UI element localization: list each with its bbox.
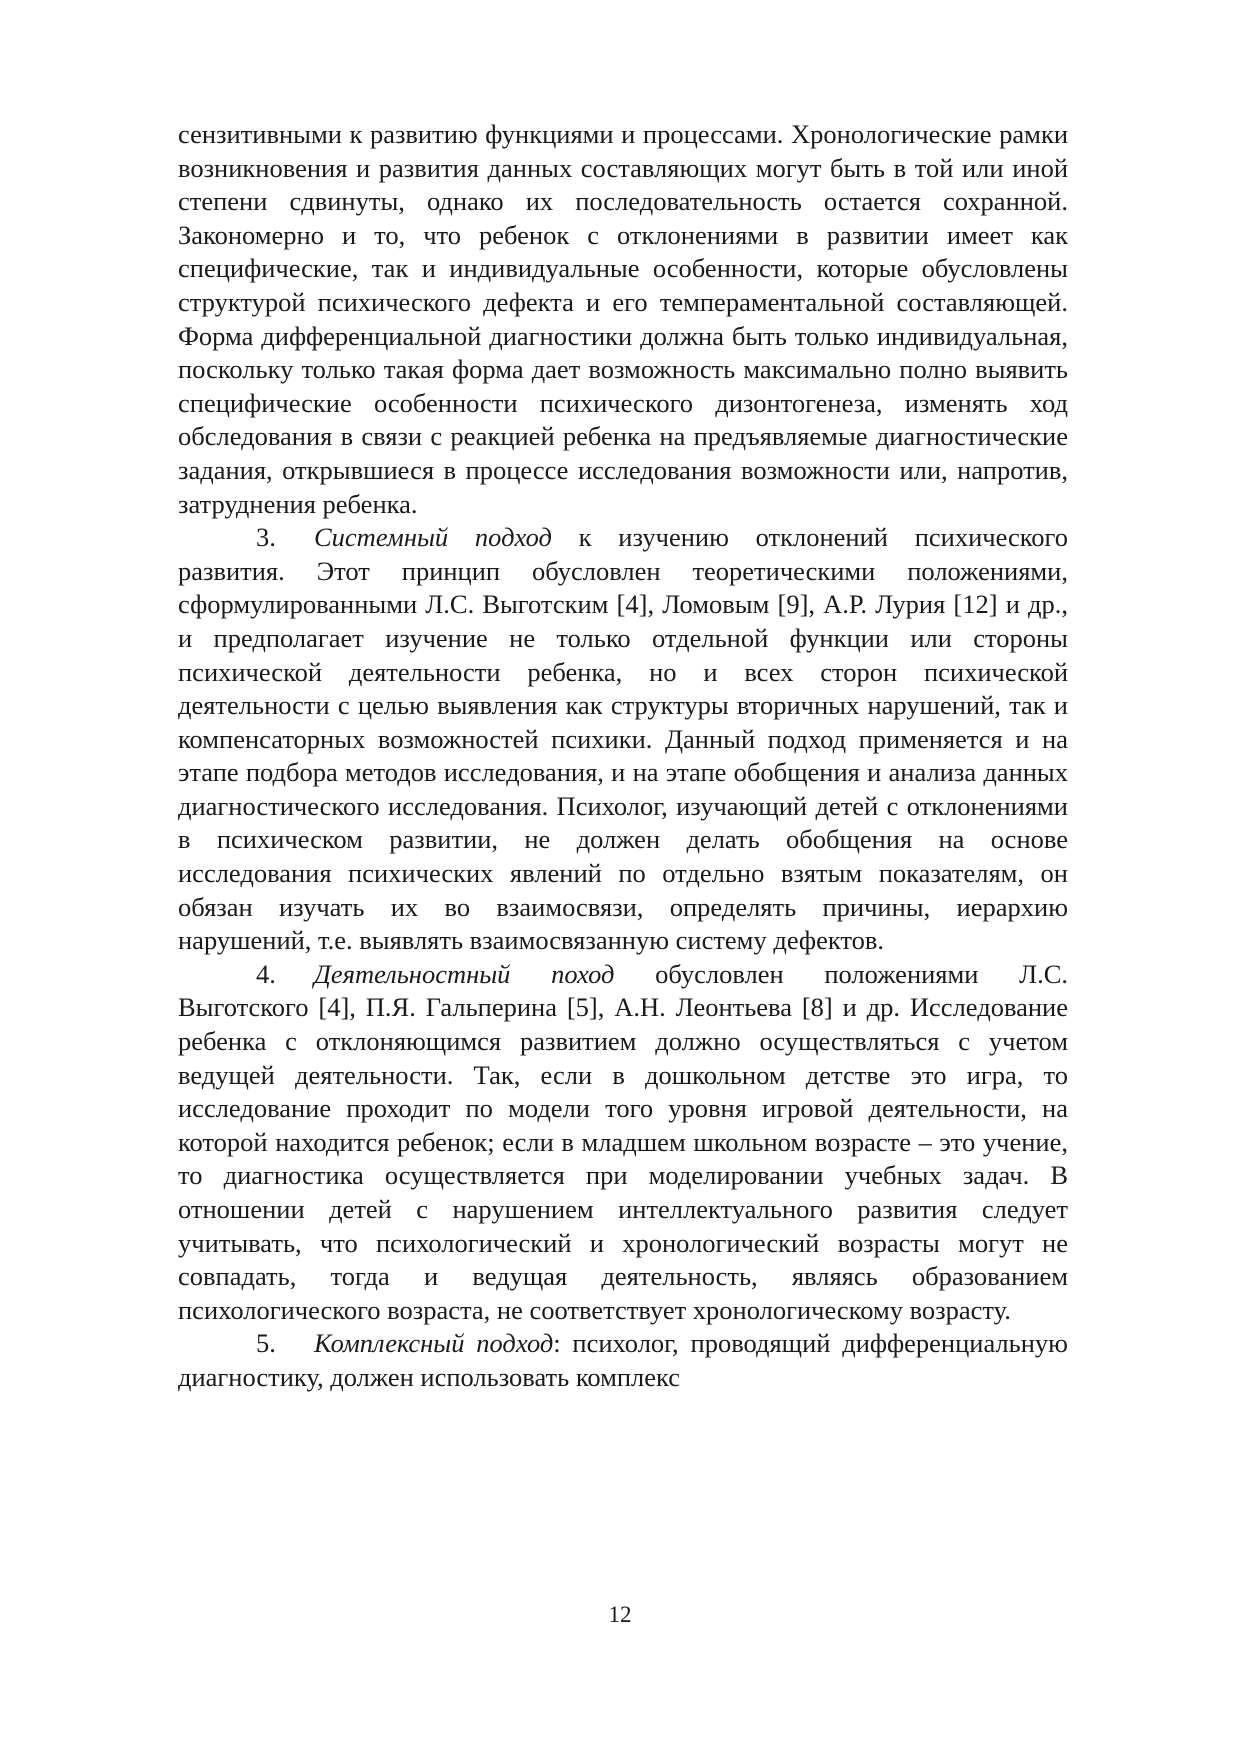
paragraph-systemic-approach xyxy=(178,521,1068,958)
paragraph-activity-approach xyxy=(178,958,1068,1328)
item-number: 3. xyxy=(256,522,276,553)
item-number: 5. xyxy=(256,1328,276,1359)
paragraph-text: сензитивными к развитию функциями и процессами. Хронологические рамки возникновения и развития данных составляющих могут быть в той или иной степени сдвинуты, однако их последовательность остается сохранной. Закономерно и то, что ребенок с отклонениями в развитии имеет как специфические, так и индивидуальные особенности, которые обусловлены структурой психического дефекта и его темпераментальной составляющей. Форма дифференциальной диагностики должна быть только индивидуальная, поскольку только такая форма дает возможность максимально полно выявить специфические особенности психического дизонтогенеза, изменять ход обследования в связи с реакцией ребенка на предъявляемые диагностические задания, открывшиеся в процессе исследования возможности или, напротив, затруднения ребенка. xyxy=(178,119,1068,519)
item-term: Системный подход xyxy=(314,522,552,553)
item-number: 4. xyxy=(256,958,276,989)
body-text xyxy=(178,118,1068,1395)
item-term: Деятельностный поход xyxy=(314,958,615,989)
paragraph-text: обусловлен положениями Л.С. Выготского [4], П.Я. Гальперина [5], А.Н. Леонтьева [8] и др. Исследование ребенка с отклоняющимся развитием должно осуществляться с учетом ведущей деятельности. Так, если в дошкольном детстве это игра, то исследование проходит по модели того уровня игровой деятельности, на которой находится ребенок; если в младшем школьном возрасте – это учение, то диагностика осуществляется при моделировании учебных задач. В отношении детей с нарушением интеллектуального развития следует учитывать, что психологический и хронологический возрасты могут не совпадать, тогда и ведущая деятельность, являясь образованием психологического возраста, не соответствует хронологическому возрасту. xyxy=(178,958,1068,1325)
paragraph-continuation xyxy=(178,118,1068,521)
paragraph-complex-approach xyxy=(178,1327,1068,1394)
paragraph-text: к изучению отклонений психического развития. Этот принцип обусловлен теоретическими положениями, сформулированными Л.С. Выготским [4], Ломовым [9], А.Р. Лурия [12] и др., и предполагает изучение не только отдельной функции или стороны психической деятельности ребенка, но и всех сторон психической деятельности с целью выявления как структуры вторичных нарушений, так и компенсаторных возможностей психики. Данный подход применяется и на этапе подбора методов исследования, и на этапе обобщения и анализа данных диагностического исследования. Психолог, изучающий детей с отклонениями в психическом развитии, не должен делать обобщения на основе исследования психических явлений по отдельно взятым показателям, он обязан изучать их во взаимосвязи, определять причины, иерархию нарушений, т.е. выявлять взаимосвязанную систему дефектов. xyxy=(178,522,1068,956)
page-number: 12 xyxy=(608,1602,632,1627)
item-term: Комплексный подход xyxy=(314,1328,554,1359)
paragraph-text: : психолог, проводящий дифференциальную диагностику, должен использовать комплекс xyxy=(178,1328,1068,1392)
